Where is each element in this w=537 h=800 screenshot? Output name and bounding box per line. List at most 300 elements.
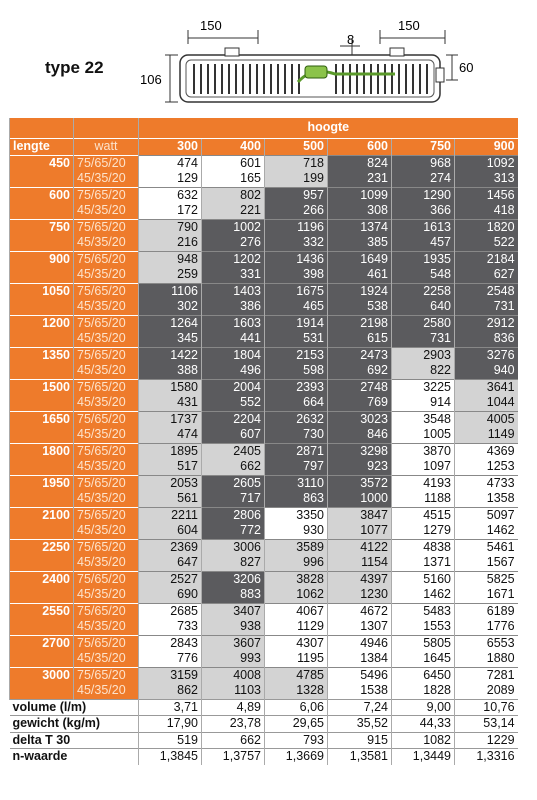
value-cell: 1000: [328, 491, 392, 507]
value-cell: 604: [139, 523, 202, 539]
value-cell: 517: [139, 459, 202, 475]
heat-output-table: [9, 118, 518, 765]
table-row: [10, 635, 518, 651]
footer-value: 662: [202, 732, 265, 749]
value-cell: 3159: [139, 667, 202, 683]
footer-value: 53,14: [455, 716, 518, 733]
value-cell: 2605: [202, 475, 265, 491]
regime-cell: 75/65/20: [74, 315, 139, 331]
value-cell: 1044: [455, 395, 518, 411]
value-cell: 4005: [455, 411, 518, 427]
value-cell: 538: [328, 299, 392, 315]
value-cell: 398: [265, 267, 328, 283]
value-cell: 221: [202, 203, 265, 219]
value-cell: 923: [328, 459, 392, 475]
value-cell: 1264: [139, 315, 202, 331]
regime-cell: 75/65/20: [74, 603, 139, 619]
value-cell: 366: [392, 203, 455, 219]
value-cell: 274: [392, 171, 455, 187]
regime-cell: 75/65/20: [74, 379, 139, 395]
value-cell: 385: [328, 235, 392, 251]
footer-label: volume (l/m): [10, 699, 139, 716]
footer-value: 1,3845: [139, 749, 202, 765]
value-cell: 332: [265, 235, 328, 251]
value-cell: 1103: [202, 683, 265, 699]
value-cell: 718: [265, 155, 328, 171]
value-cell: 1924: [328, 283, 392, 299]
table-row: [10, 363, 518, 379]
value-cell: 1099: [328, 187, 392, 203]
value-cell: 1290: [392, 187, 455, 203]
value-cell: 129: [139, 171, 202, 187]
value-cell: 957: [265, 187, 328, 203]
value-cell: 6189: [455, 603, 518, 619]
value-cell: 647: [139, 555, 202, 571]
value-cell: 827: [202, 555, 265, 571]
value-cell: 7281: [455, 667, 518, 683]
value-cell: 1553: [392, 619, 455, 635]
footer-row: [10, 699, 518, 716]
table-row: [10, 155, 518, 171]
value-cell: 790: [139, 219, 202, 235]
value-cell: 1358: [455, 491, 518, 507]
value-cell: 4122: [328, 539, 392, 555]
value-cell: 522: [455, 235, 518, 251]
length-cell: 2700: [10, 635, 74, 667]
value-cell: 4515: [392, 507, 455, 523]
value-cell: 993: [202, 651, 265, 667]
table-row: [10, 235, 518, 251]
length-cell: 1650: [10, 411, 74, 443]
value-cell: 2258: [392, 283, 455, 299]
table-row: [10, 651, 518, 667]
value-cell: 938: [202, 619, 265, 635]
regime-cell: 75/65/20: [74, 539, 139, 555]
regime-cell: 45/35/20: [74, 491, 139, 507]
value-cell: 5097: [455, 507, 518, 523]
dim-height: 106: [140, 72, 162, 87]
height-col-400: 400: [202, 139, 265, 156]
table-row: [10, 523, 518, 539]
value-cell: 1196: [265, 219, 328, 235]
value-cell: 1149: [455, 427, 518, 443]
value-cell: 1462: [392, 587, 455, 603]
value-cell: 386: [202, 299, 265, 315]
regime-cell: 45/35/20: [74, 587, 139, 603]
value-cell: 4307: [265, 635, 328, 651]
value-cell: 345: [139, 331, 202, 347]
length-cell: 2100: [10, 507, 74, 539]
table-row: [10, 491, 518, 507]
value-cell: 431: [139, 395, 202, 411]
value-cell: 1538: [328, 683, 392, 699]
regime-cell: 45/35/20: [74, 203, 139, 219]
length-cell: 450: [10, 155, 74, 187]
value-cell: 1154: [328, 555, 392, 571]
height-col-500: 500: [265, 139, 328, 156]
value-cell: 1914: [265, 315, 328, 331]
table-row: [10, 411, 518, 427]
value-cell: 3870: [392, 443, 455, 459]
value-cell: 2211: [139, 507, 202, 523]
value-cell: 1613: [392, 219, 455, 235]
value-cell: 615: [328, 331, 392, 347]
value-cell: 692: [328, 363, 392, 379]
footer-value: 1,3449: [392, 749, 455, 765]
height-col-300: 300: [139, 139, 202, 156]
regime-cell: 45/35/20: [74, 651, 139, 667]
value-cell: 640: [392, 299, 455, 315]
footer-row: [10, 749, 518, 765]
length-cell: 1800: [10, 443, 74, 475]
value-cell: 4193: [392, 475, 455, 491]
value-cell: 3607: [202, 635, 265, 651]
height-col-900: 900: [455, 139, 518, 156]
value-cell: 5483: [392, 603, 455, 619]
value-cell: 996: [265, 555, 328, 571]
value-cell: 1737: [139, 411, 202, 427]
footer-value: 793: [265, 732, 328, 749]
value-cell: 2473: [328, 347, 392, 363]
value-cell: 2912: [455, 315, 518, 331]
value-cell: 216: [139, 235, 202, 251]
dim-gap: 8: [347, 32, 355, 47]
value-cell: 3276: [455, 347, 518, 363]
footer-label: gewicht (kg/m): [10, 716, 139, 733]
value-cell: 717: [202, 491, 265, 507]
table-row: [10, 571, 518, 587]
value-cell: 3641: [455, 379, 518, 395]
table-row: [10, 587, 518, 603]
table-row: [10, 267, 518, 283]
footer-row: [10, 732, 518, 749]
value-cell: 1456: [455, 187, 518, 203]
value-cell: 1403: [202, 283, 265, 299]
length-cell: 1950: [10, 475, 74, 507]
regime-cell: 45/35/20: [74, 331, 139, 347]
regime-cell: 45/35/20: [74, 235, 139, 251]
radiator-diagram: [0, 0, 537, 115]
table-row: [10, 507, 518, 523]
regime-cell: 75/65/20: [74, 443, 139, 459]
value-cell: 276: [202, 235, 265, 251]
value-cell: 2806: [202, 507, 265, 523]
value-cell: 730: [265, 427, 328, 443]
value-cell: 1462: [455, 523, 518, 539]
regime-cell: 75/65/20: [74, 251, 139, 267]
value-cell: 199: [265, 171, 328, 187]
footer-row: [10, 716, 518, 733]
footer-value: 9,00: [392, 699, 455, 716]
value-cell: 1129: [265, 619, 328, 635]
value-cell: 457: [392, 235, 455, 251]
value-cell: 662: [202, 459, 265, 475]
value-cell: 331: [202, 267, 265, 283]
value-cell: 3023: [328, 411, 392, 427]
value-cell: 3206: [202, 571, 265, 587]
regime-cell: 75/65/20: [74, 155, 139, 171]
value-cell: 1202: [202, 251, 265, 267]
value-cell: 940: [455, 363, 518, 379]
value-cell: 1776: [455, 619, 518, 635]
footer-value: 6,06: [265, 699, 328, 716]
value-cell: 2548: [455, 283, 518, 299]
regime-cell: 45/35/20: [74, 555, 139, 571]
value-cell: 627: [455, 267, 518, 283]
value-cell: 2198: [328, 315, 392, 331]
footer-value: 1,3757: [202, 749, 265, 765]
regime-cell: 75/65/20: [74, 219, 139, 235]
value-cell: 846: [328, 427, 392, 443]
length-cell: 600: [10, 187, 74, 219]
value-cell: 231: [328, 171, 392, 187]
footer-value: 17,90: [139, 716, 202, 733]
value-cell: 772: [202, 523, 265, 539]
table-row: [10, 315, 518, 331]
value-cell: 1603: [202, 315, 265, 331]
value-cell: 2903: [392, 347, 455, 363]
value-cell: 3225: [392, 379, 455, 395]
regime-cell: 75/65/20: [74, 507, 139, 523]
length-cell: 1200: [10, 315, 74, 347]
footer-value: 1,3669: [265, 749, 328, 765]
table-row: [10, 683, 518, 699]
value-cell: 883: [202, 587, 265, 603]
value-cell: 3828: [265, 571, 328, 587]
value-cell: 441: [202, 331, 265, 347]
dim-side: 60: [459, 60, 474, 75]
value-cell: 2527: [139, 571, 202, 587]
table-row: [10, 283, 518, 299]
value-cell: 4838: [392, 539, 455, 555]
value-cell: 1371: [392, 555, 455, 571]
value-cell: 2685: [139, 603, 202, 619]
regime-cell: 45/35/20: [74, 267, 139, 283]
value-cell: 1567: [455, 555, 518, 571]
regime-cell: 75/65/20: [74, 347, 139, 363]
value-cell: 733: [139, 619, 202, 635]
length-header: lengte: [10, 139, 74, 156]
footer-value: 1,3316: [455, 749, 518, 765]
value-cell: 4785: [265, 667, 328, 683]
footer-value: 4,89: [202, 699, 265, 716]
footer-value: 44,33: [392, 716, 455, 733]
value-cell: 690: [139, 587, 202, 603]
value-cell: 862: [139, 683, 202, 699]
value-cell: 5825: [455, 571, 518, 587]
footer-value: 23,78: [202, 716, 265, 733]
length-cell: 1500: [10, 379, 74, 411]
value-cell: 1804: [202, 347, 265, 363]
footer-value: 29,65: [265, 716, 328, 733]
value-cell: 561: [139, 491, 202, 507]
value-cell: 308: [328, 203, 392, 219]
value-cell: 601: [202, 155, 265, 171]
value-cell: 5496: [328, 667, 392, 683]
regime-cell: 75/65/20: [74, 667, 139, 683]
value-cell: 863: [265, 491, 328, 507]
value-cell: 1935: [392, 251, 455, 267]
length-cell: 1350: [10, 347, 74, 379]
value-cell: 1062: [265, 587, 328, 603]
value-cell: 1097: [392, 459, 455, 475]
value-cell: 4369: [455, 443, 518, 459]
value-cell: 1307: [328, 619, 392, 635]
value-cell: 3847: [328, 507, 392, 523]
value-cell: 1002: [202, 219, 265, 235]
length-cell: 2250: [10, 539, 74, 571]
table-row: [10, 203, 518, 219]
value-cell: 2632: [265, 411, 328, 427]
regime-cell: 45/35/20: [74, 619, 139, 635]
regime-cell: 45/35/20: [74, 363, 139, 379]
value-cell: 2580: [392, 315, 455, 331]
regime-cell: 45/35/20: [74, 171, 139, 187]
value-cell: 1005: [392, 427, 455, 443]
value-cell: 6450: [392, 667, 455, 683]
value-cell: 2204: [202, 411, 265, 427]
table-row: [10, 187, 518, 203]
regime-cell: 75/65/20: [74, 571, 139, 587]
value-cell: 5160: [392, 571, 455, 587]
value-cell: 2871: [265, 443, 328, 459]
regime-cell: 75/65/20: [74, 635, 139, 651]
value-cell: 531: [265, 331, 328, 347]
footer-value: 35,52: [328, 716, 392, 733]
value-cell: 1279: [392, 523, 455, 539]
value-cell: 1828: [392, 683, 455, 699]
dim-left-width: 150: [200, 18, 222, 33]
value-cell: 2393: [265, 379, 328, 395]
height-col-750: 750: [392, 139, 455, 156]
value-cell: 4397: [328, 571, 392, 587]
value-cell: 1649: [328, 251, 392, 267]
table-row: [10, 459, 518, 475]
value-cell: 5461: [455, 539, 518, 555]
value-cell: 1436: [265, 251, 328, 267]
footer-value: 10,76: [455, 699, 518, 716]
length-cell: 2550: [10, 603, 74, 635]
table-row: [10, 603, 518, 619]
header-blank: [10, 118, 74, 139]
value-cell: 3589: [265, 539, 328, 555]
regime-cell: 45/35/20: [74, 395, 139, 411]
table-row: [10, 427, 518, 443]
table-row: [10, 379, 518, 395]
value-cell: 3548: [392, 411, 455, 427]
value-cell: 607: [202, 427, 265, 443]
regime-cell: 45/35/20: [74, 459, 139, 475]
value-cell: 1384: [328, 651, 392, 667]
value-cell: 1671: [455, 587, 518, 603]
value-cell: 548: [392, 267, 455, 283]
value-cell: 731: [392, 331, 455, 347]
table-row: [10, 219, 518, 235]
value-cell: 1328: [265, 683, 328, 699]
value-cell: 1230: [328, 587, 392, 603]
value-cell: 3298: [328, 443, 392, 459]
value-cell: 4067: [265, 603, 328, 619]
value-cell: 1675: [265, 283, 328, 299]
value-cell: 968: [392, 155, 455, 171]
value-cell: 496: [202, 363, 265, 379]
value-cell: 802: [202, 187, 265, 203]
value-cell: 474: [139, 155, 202, 171]
value-cell: 6553: [455, 635, 518, 651]
value-cell: 769: [328, 395, 392, 411]
regime-cell: 45/35/20: [74, 523, 139, 539]
value-cell: 165: [202, 171, 265, 187]
footer-label: delta T 30: [10, 732, 139, 749]
value-cell: 465: [265, 299, 328, 315]
value-cell: 302: [139, 299, 202, 315]
value-cell: 1645: [392, 651, 455, 667]
table-row: [10, 251, 518, 267]
length-cell: 3000: [10, 667, 74, 699]
value-cell: 418: [455, 203, 518, 219]
value-cell: 2184: [455, 251, 518, 267]
table-row: [10, 331, 518, 347]
value-cell: 388: [139, 363, 202, 379]
value-cell: 3110: [265, 475, 328, 491]
regime-cell: 75/65/20: [74, 411, 139, 427]
table-row: [10, 299, 518, 315]
footer-value: 1082: [392, 732, 455, 749]
length-cell: 750: [10, 219, 74, 251]
regime-cell: 45/35/20: [74, 427, 139, 443]
value-cell: 266: [265, 203, 328, 219]
dim-right-width: 150: [398, 18, 420, 33]
value-cell: 2405: [202, 443, 265, 459]
watt-header: watt: [74, 139, 139, 156]
value-cell: 731: [455, 299, 518, 315]
length-cell: 2400: [10, 571, 74, 603]
footer-value: 1,3581: [328, 749, 392, 765]
value-cell: 4008: [202, 667, 265, 683]
footer-value: 519: [139, 732, 202, 749]
value-cell: 1820: [455, 219, 518, 235]
value-cell: 2153: [265, 347, 328, 363]
value-cell: 5805: [392, 635, 455, 651]
value-cell: 4946: [328, 635, 392, 651]
length-cell: 1050: [10, 283, 74, 315]
table-row: [10, 475, 518, 491]
footer-value: 3,71: [139, 699, 202, 716]
value-cell: 2089: [455, 683, 518, 699]
value-cell: 632: [139, 187, 202, 203]
footer-value: 1229: [455, 732, 518, 749]
value-cell: 4672: [328, 603, 392, 619]
regime-cell: 75/65/20: [74, 475, 139, 491]
value-cell: 1253: [455, 459, 518, 475]
table-row: [10, 539, 518, 555]
value-cell: 1106: [139, 283, 202, 299]
footer-value: 915: [328, 732, 392, 749]
regime-cell: 75/65/20: [74, 283, 139, 299]
value-cell: 474: [139, 427, 202, 443]
value-cell: 2748: [328, 379, 392, 395]
value-cell: 836: [455, 331, 518, 347]
value-cell: 552: [202, 395, 265, 411]
value-cell: 824: [328, 155, 392, 171]
value-cell: 1195: [265, 651, 328, 667]
value-cell: 2369: [139, 539, 202, 555]
value-cell: 461: [328, 267, 392, 283]
table-row: [10, 555, 518, 571]
value-cell: 948: [139, 251, 202, 267]
value-cell: 1374: [328, 219, 392, 235]
value-cell: 259: [139, 267, 202, 283]
